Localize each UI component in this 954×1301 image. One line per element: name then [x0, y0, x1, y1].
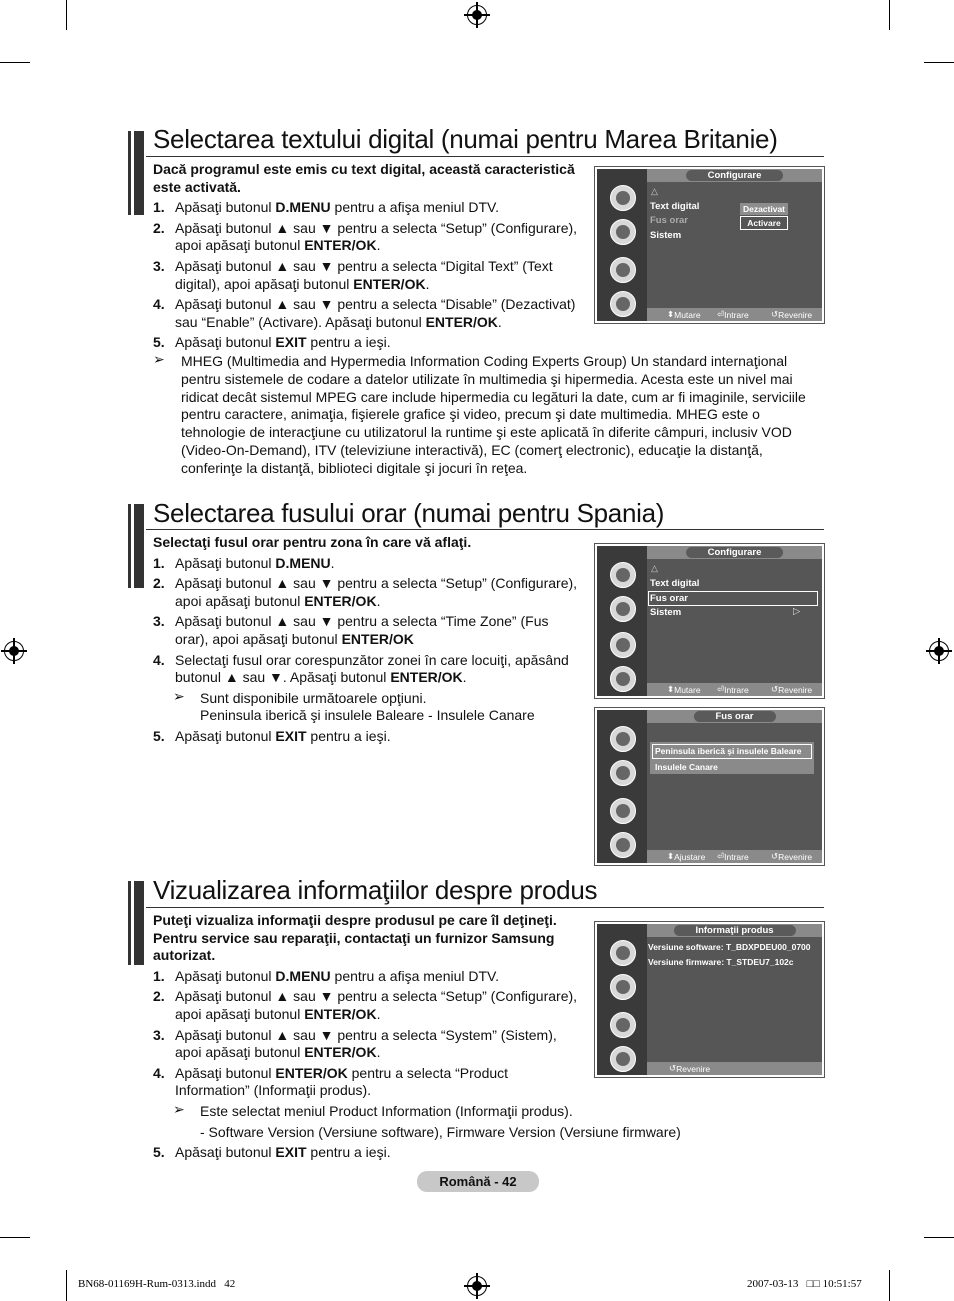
time-zone-note	[153, 687, 583, 725]
step-text: Selectaţi fusul orar corespunzător zonei în care locuiţi, apăsând butonul ▲ sau ▼. Apăsaţi butonul ENTER/OK.	[175, 651, 569, 686]
menu-item-time-zone[interactable]: Fus orar	[650, 215, 689, 226]
osd-setup-digital-text	[594, 166, 825, 324]
osd-sidebar	[597, 546, 647, 696]
enter-hint: ⏎ Intrare	[717, 309, 749, 320]
step-number: 2.	[153, 575, 165, 592]
osd-footer	[647, 308, 822, 321]
step-item	[153, 968, 583, 986]
osd-sidebar	[597, 924, 647, 1075]
section-title: Vizualizarea informaţiilor despre produs	[153, 875, 598, 905]
move-hint: ⬍ Mutare	[667, 309, 701, 320]
step-item	[153, 220, 583, 255]
step-text: Apăsaţi butonul EXIT pentru a ieşi.	[175, 727, 391, 744]
steps-list	[153, 555, 583, 687]
step-item	[153, 296, 583, 331]
step-number: 4.	[153, 651, 165, 668]
step-text: Apăsaţi butonul ▲ sau ▼ pentru a selecta “Digital Text” (Text digital), apoi apăsaţi butonul ENTER/OK.	[175, 257, 553, 292]
step-item	[153, 199, 583, 217]
step-number: 5.	[153, 727, 165, 744]
menu-item-system[interactable]: Sistem	[650, 607, 682, 618]
antenna-icon	[610, 185, 636, 211]
steps-list	[153, 968, 583, 1100]
osd-sidebar	[597, 710, 647, 863]
firmware-version: Versiune firmware: T_STDEU7_102c	[648, 957, 794, 967]
return-hint: ↺ Revenire	[771, 684, 813, 695]
section1-body	[153, 161, 583, 355]
step-item	[153, 555, 583, 573]
section3-body	[153, 912, 681, 1165]
option-disable[interactable]: Dezactivat	[740, 203, 788, 215]
return-hint: ↺ Revenire	[669, 1063, 711, 1074]
return-hint: ↺ Revenire	[771, 851, 813, 862]
setup-icon	[610, 632, 636, 658]
antenna-icon	[610, 562, 636, 588]
step-number: 2.	[153, 988, 165, 1005]
step-number: 3.	[153, 257, 165, 274]
steps-list	[153, 199, 583, 352]
step-item	[153, 334, 583, 352]
registration-mark-icon	[929, 641, 949, 661]
step-item	[153, 988, 583, 1023]
option-canary-islands[interactable]: Insulele Canare	[655, 762, 718, 772]
step-text: Apăsaţi butonul EXIT pentru a ieşi.	[175, 1144, 391, 1161]
step-text: Apăsaţi butonul D.MENU.	[175, 554, 335, 571]
osd-time-zone-options	[594, 707, 825, 866]
step-5	[153, 728, 583, 746]
osd-header: Configurare	[686, 547, 784, 558]
section2-body	[153, 534, 583, 749]
footer-timestamp: 2007-03-13 □□ 10:51:57	[747, 1278, 862, 1290]
step-number: 1.	[153, 967, 165, 984]
input-icon	[610, 832, 636, 858]
step-number: 1.	[153, 554, 165, 571]
section-title: Selectarea textului digital (numai pentru Marea Britanie)	[153, 124, 778, 154]
step-item	[153, 575, 583, 610]
note-line: Este selectat meniul Product Information (Informaţii produs).	[200, 1102, 573, 1119]
adjust-hint: ⬍ Ajustare	[667, 851, 706, 862]
menu-item-time-zone[interactable]: Fus orar	[650, 593, 689, 604]
osd-header: Configurare	[686, 170, 784, 181]
antenna-icon	[610, 940, 636, 966]
osd-footer	[647, 1062, 822, 1075]
step-text: Apăsaţi butonul EXIT pentru a ieşi.	[175, 334, 391, 351]
section-title: Selectarea fusului orar (numai pentru Spania)	[153, 498, 665, 528]
step-text: Apăsaţi butonul D.MENU pentru a afişa meniul DTV.	[175, 967, 499, 984]
step-number: 2.	[153, 219, 165, 236]
setup-icon	[610, 798, 636, 824]
intro-text: Dacă programul este emis cu text digital, această caracteristică este activată.	[153, 161, 575, 195]
step-item	[153, 1065, 583, 1100]
step-text: Apăsaţi butonul ▲ sau ▼ pentru a selecta “Disable” (Dezactivat) sau “Enable” (Activare). Apăsaţi butonul ENTER/OK.	[175, 296, 576, 330]
step-item	[153, 613, 583, 648]
menu-item-text-digital[interactable]: Text digital	[650, 201, 700, 212]
step-text: Apăsaţi butonul ▲ sau ▼ pentru a selecta “Setup” (Configurare), apoi apăsaţi butonul ENTER/OK.	[175, 219, 578, 254]
menu-item-system[interactable]: Sistem	[650, 230, 682, 241]
section-marker	[128, 881, 144, 965]
registration-mark-icon	[467, 1276, 487, 1296]
section-marker	[128, 504, 144, 588]
step-number: 4.	[153, 1064, 165, 1081]
section-rule	[146, 529, 824, 530]
osd-footer	[647, 850, 822, 863]
input-icon	[610, 666, 636, 692]
osd-setup-time-zone	[594, 543, 825, 699]
move-hint: ⬍ Mutare	[667, 684, 701, 695]
osd-header: Fus orar	[693, 711, 775, 722]
software-version: Versiune software: T_BDXPDEU00_0700	[648, 942, 811, 952]
step-number: 5.	[153, 1144, 165, 1161]
note-line: Peninsula iberică şi insulele Baleare - Insulele Canare	[200, 707, 535, 724]
mheg-note	[153, 353, 813, 478]
page-number-badge: Română - 42	[417, 1171, 539, 1192]
osd-product-info	[594, 921, 825, 1078]
note-arrow-icon: ➢	[173, 1100, 185, 1117]
input-icon	[610, 291, 636, 317]
step-text: Apăsaţi butonul ▲ sau ▼ pentru a selecta “Time Zone” (Fus orar), apoi apăsaţi butonul ENTER/OK	[175, 613, 549, 647]
step-text: Apăsaţi butonul ENTER/OK pentru a selecta “Product Information” (Informaţii produs).	[175, 1064, 509, 1099]
step-item	[153, 728, 583, 746]
note-arrow-icon: ➢	[173, 687, 185, 704]
osd-header: Informaţii produs	[673, 925, 795, 936]
intro-text: Puteţi vizualiza informaţii despre produsul pe care îl deţineţi. Pentru service sau reparaţii, contactaţi un furnizor Samsung autorizat.	[153, 912, 557, 964]
setup-icon	[610, 1012, 636, 1038]
section-rule	[146, 156, 824, 157]
step-text: Apăsaţi butonul D.MENU pentru a afişa meniul DTV.	[175, 199, 499, 216]
section-marker	[128, 131, 144, 215]
intro-text: Selectaţi fusul orar pentru zona în care vă aflaţi.	[153, 534, 472, 550]
registration-mark-icon	[467, 5, 487, 25]
return-hint: ↺ Revenire	[771, 309, 813, 320]
registration-mark-icon	[4, 641, 24, 661]
input-icon	[610, 1046, 636, 1072]
channel-icon	[610, 760, 636, 786]
step-number: 3.	[153, 613, 165, 630]
osd-footer	[647, 683, 822, 696]
setup-icon	[610, 257, 636, 283]
up-arrow-icon: △	[651, 563, 658, 573]
antenna-icon	[610, 726, 636, 752]
channel-icon	[610, 596, 636, 622]
note-line: Sunt disponibile următoarele opţiuni.	[200, 689, 427, 706]
footer-file: BN68-01169H-Rum-0313.indd 42	[78, 1278, 236, 1290]
channel-icon	[610, 219, 636, 245]
step-number: 3.	[153, 1026, 165, 1043]
step-item	[153, 1027, 583, 1062]
chevron-right-icon: ▷	[793, 606, 801, 617]
osd-sidebar	[597, 169, 647, 321]
option-iberian-peninsula[interactable]: Peninsula iberică şi insulele Baleare	[655, 746, 802, 756]
note-arrow-icon: ➢	[153, 351, 165, 367]
product-info-note	[153, 1100, 681, 1141]
step-item	[153, 652, 583, 687]
step-item	[153, 1144, 583, 1162]
step-number: 1.	[153, 199, 165, 216]
menu-item-text-digital[interactable]: Text digital	[650, 578, 700, 589]
channel-icon	[610, 974, 636, 1000]
section-rule	[146, 907, 824, 908]
enter-hint: ⏎ Intrare	[717, 684, 749, 695]
step-item	[153, 258, 583, 293]
option-enable[interactable]: Activare	[740, 216, 788, 230]
step-5	[153, 1144, 583, 1162]
note-line: - Software Version (Versiune software), Firmware Version (Versiune firmware)	[200, 1123, 681, 1140]
step-number: 5.	[153, 334, 165, 351]
step-text: Apăsaţi butonul ▲ sau ▼ pentru a selecta “Setup” (Configurare), apoi apăsaţi butonul ENTER/OK.	[175, 575, 578, 609]
step-text: Apăsaţi butonul ▲ sau ▼ pentru a selecta “System” (Sistem), apoi apăsaţi butonul ENTER/OK.	[175, 1026, 557, 1061]
enter-hint: ⏎ Intrare	[717, 851, 749, 862]
note-text: MHEG (Multimedia and Hypermedia Information Coding Experts Group) Un standard internaţional pentru sistemele de codare a datelor utilizate în multimedia şi hipermedia. Acesta este un nivel mai ridicat decât sistemul MPEG care include hipermedia cu legături la date, cum ar fi imaginile, serviciile pentru caractere, animaţia, fişierele grafice şi video, precum şi date multimedia. MHEG este o tehnologie de interacţiune cu utilizatorul la runtime şi este aplicată în diferite câmpuri, inclusiv VOD (Video-On-Demand), ITV (televiziune interactivă), EC (comerţ electronic), educaţie la distanţă, conferinţe la distanţă, biblioteci digitale şi jocuri în reţea.	[181, 353, 806, 476]
up-arrow-icon: △	[651, 186, 658, 196]
step-text: Apăsaţi butonul ▲ sau ▼ pentru a selecta “Setup” (Configurare), apoi apăsaţi butonul ENTER/OK.	[175, 988, 578, 1022]
step-number: 4.	[153, 296, 165, 313]
